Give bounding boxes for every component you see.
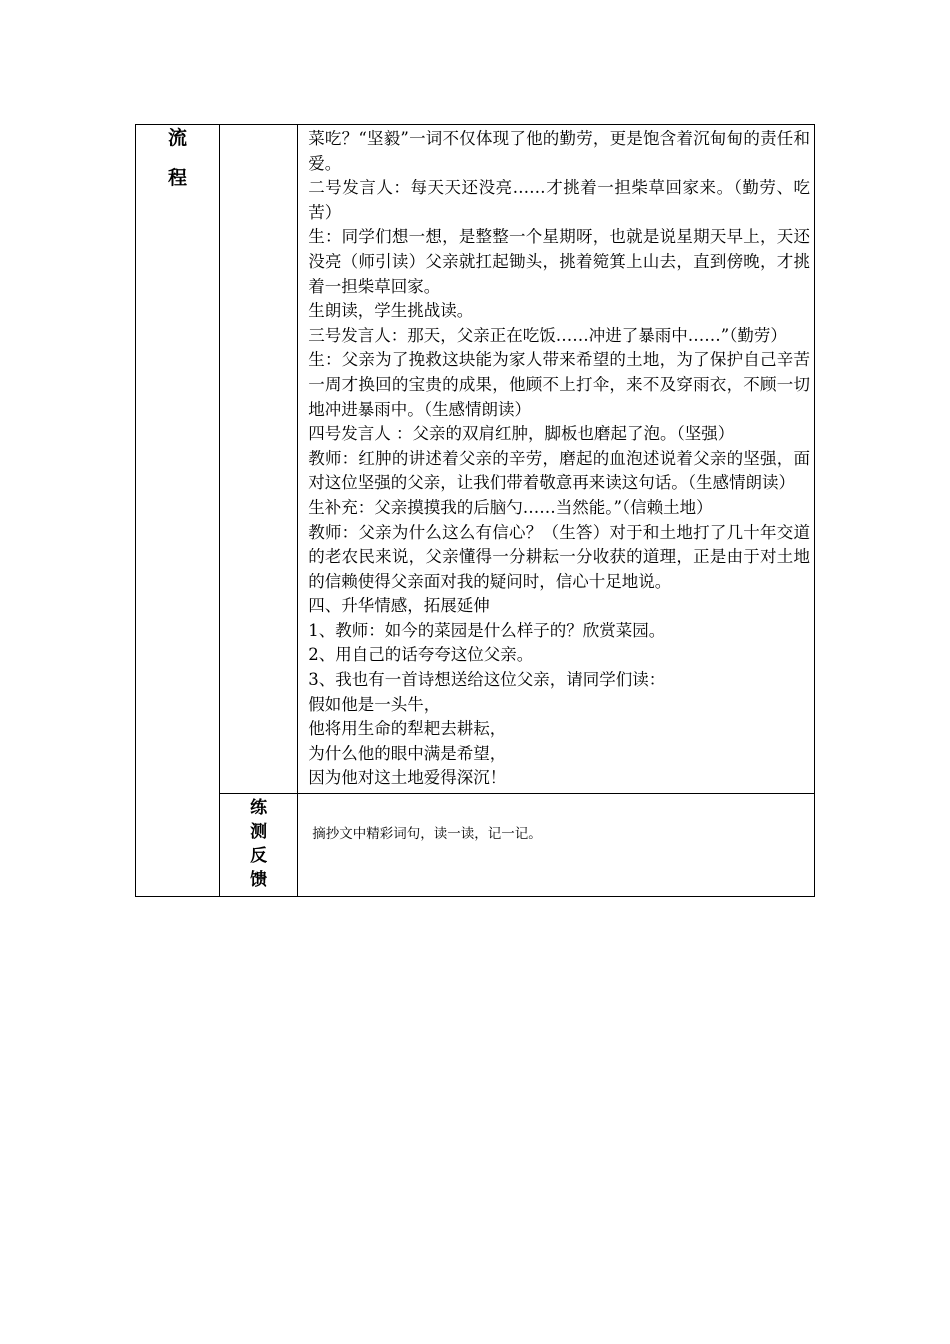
feedback-row: [136, 794, 815, 897]
poem-line: 因为他对这土地爱得深沉！: [308, 768, 507, 788]
feedback-label-char: 反: [250, 846, 268, 867]
process-empty-cell: [220, 125, 298, 794]
process-paragraph: 三号发言人：那天，父亲正在吃饭……冲进了暴雨中……”（勤劳）: [308, 325, 787, 345]
process-paragraph: 菜吃？“坚毅”一词不仅体现了他的勤劳，更是饱含着沉甸甸的责任和爱。: [308, 129, 810, 173]
process-paragraph: 生：父亲为了挽救这块能为家人带来希望的土地，为了保护自己辛苦一周才换回的宝贵的成果，他顾不上打伞，来不及穿雨衣，不顾一切地冲进暴雨中。（生感情朗读）: [308, 350, 810, 419]
process-content-cell: [298, 125, 815, 794]
process-paragraph: 四号发言人 ：父亲的双肩红肿，脚板也磨起了泡。（坚强）: [308, 424, 735, 444]
poem-line: 为什么他的眼中满是希望，: [308, 743, 507, 763]
process-paragraph: 2、用自己的话夸夸这位父亲。: [308, 645, 534, 665]
feedback-label-char: 馈: [250, 870, 268, 891]
process-paragraph: 生：同学们想一想，是整整一个星期呀，也就是说星期天早上，天还没亮（师引读）父亲就扛起锄头，挑着箢箕上山去，直到傍晚，才挑着一担柴草回家。: [308, 227, 810, 296]
process-row: [136, 125, 815, 794]
process-paragraph: 3、我也有一首诗想送给这位父亲，请同学们读：: [308, 670, 666, 690]
process-paragraph: 二号发言人：每天天还没亮……才挑着一担柴草回家来。（勤劳、吃苦）: [308, 178, 810, 222]
poem-line: 假如他是一头牛，: [308, 694, 441, 714]
lesson-plan-table: [135, 124, 815, 897]
process-paragraph: 生朗读，学生挑战读。: [308, 301, 474, 321]
poem-line: 他将用生命的犁耙去耕耘，: [308, 719, 507, 739]
process-paragraph: 教师：父亲为什么这么有信心？（生答）对于和土地打了几十年交道的老农民来说，父亲懂得一分耕耘一分收获的道理，正是由于对土地的信赖使得父亲面对我的疑问时，信心十足地说。: [308, 522, 810, 591]
feedback-label-char: 测: [250, 822, 268, 843]
process-paragraph: 生补充：父亲摸摸我的后脑勺……当然能。”（信赖土地）: [308, 497, 713, 517]
process-paragraph: 教师：红肿的讲述着父亲的辛劳，磨起的血泡述说着父亲的坚强，面对这位坚强的父亲，让我们带着敬意再来读这句话。（生感情朗读）: [308, 448, 810, 493]
feedback-content-cell: [298, 794, 815, 897]
process-label-char: 流: [168, 127, 188, 149]
process-label-char: 程: [168, 167, 188, 189]
process-label-cell: [136, 125, 220, 897]
section-heading: 四、升华情感，拓展延伸: [308, 596, 490, 616]
feedback-label-cell: [220, 794, 298, 897]
feedback-label-char: 练: [250, 798, 268, 819]
process-paragraph: 1、教师：如今的菜园是什么样子的？欣赏菜园。: [308, 620, 666, 640]
feedback-text: 摘抄文中精彩词句，读一读，记一记。: [312, 826, 542, 843]
